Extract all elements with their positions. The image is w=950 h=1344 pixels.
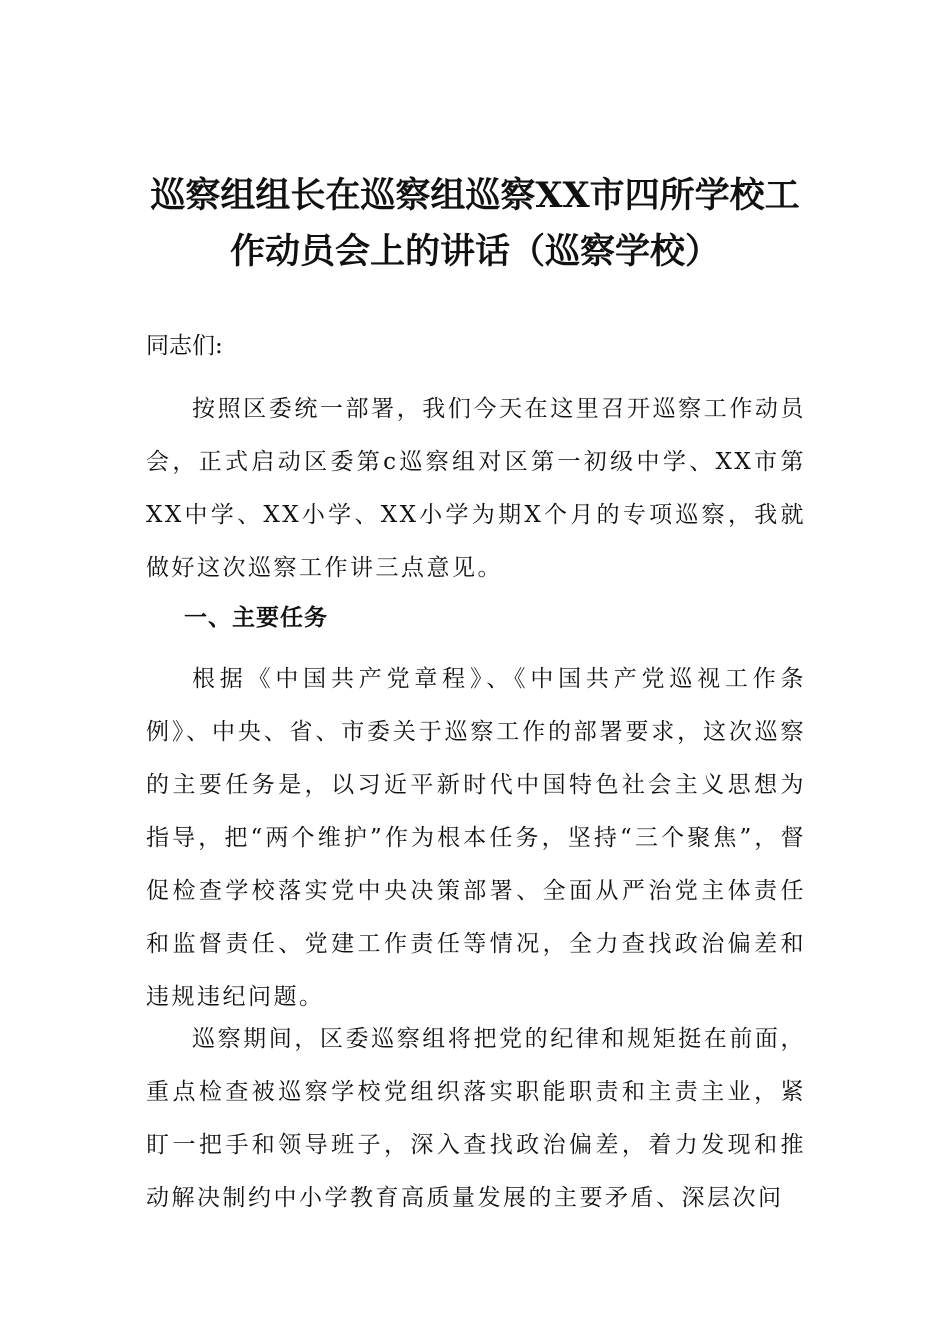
paragraph-inspection-period: 巡察期间，区委巡察组将把党的纪律和规矩挺在前面，重点检查被巡察学校党组织落实职能职责和主责主业，紧盯一把手和领导班子，深入查找政治偏差，着力发现和推动解决制约中小学教育高质量发展的主要矛盾、深层次问 (146, 1026, 806, 1211)
paragraph-intro: 按照区委统一部署，我们今天在这里召开巡察工作动员会，正式启动区委第c巡察组对区第一初级中学、XX市第XX中学、XX小学、XX小学为期X个月的专项巡察，我就做好这次巡察工作讲三点意见。 (146, 396, 806, 581)
title-line-1: 巡察组组长在巡察组巡察XX市四所学校工 (150, 175, 800, 216)
salutation: 同志们: (146, 333, 223, 359)
title-line-2: 作动员会上的讲话（巡察学校） (229, 231, 720, 272)
paragraph-main-tasks: 根据《中国共产党章程》、《中国共产党巡视工作条例》、中央、省、市委关于巡察工作的部署要求，这次巡察的主要任务是，以习近平新时代中国特色社会主义思想为指导，把“两个维护”作为根本任务，坚持“三个聚焦”，督促检查学校落实党中央决策部署、全面从严治党主体责任和监督责任、党建工作责任等情况，全力查找政治偏差和违规违纪问题。 (146, 666, 806, 1010)
section-heading-main-tasks: 一、主要任务 (184, 604, 328, 631)
document-title (120, 168, 830, 280)
